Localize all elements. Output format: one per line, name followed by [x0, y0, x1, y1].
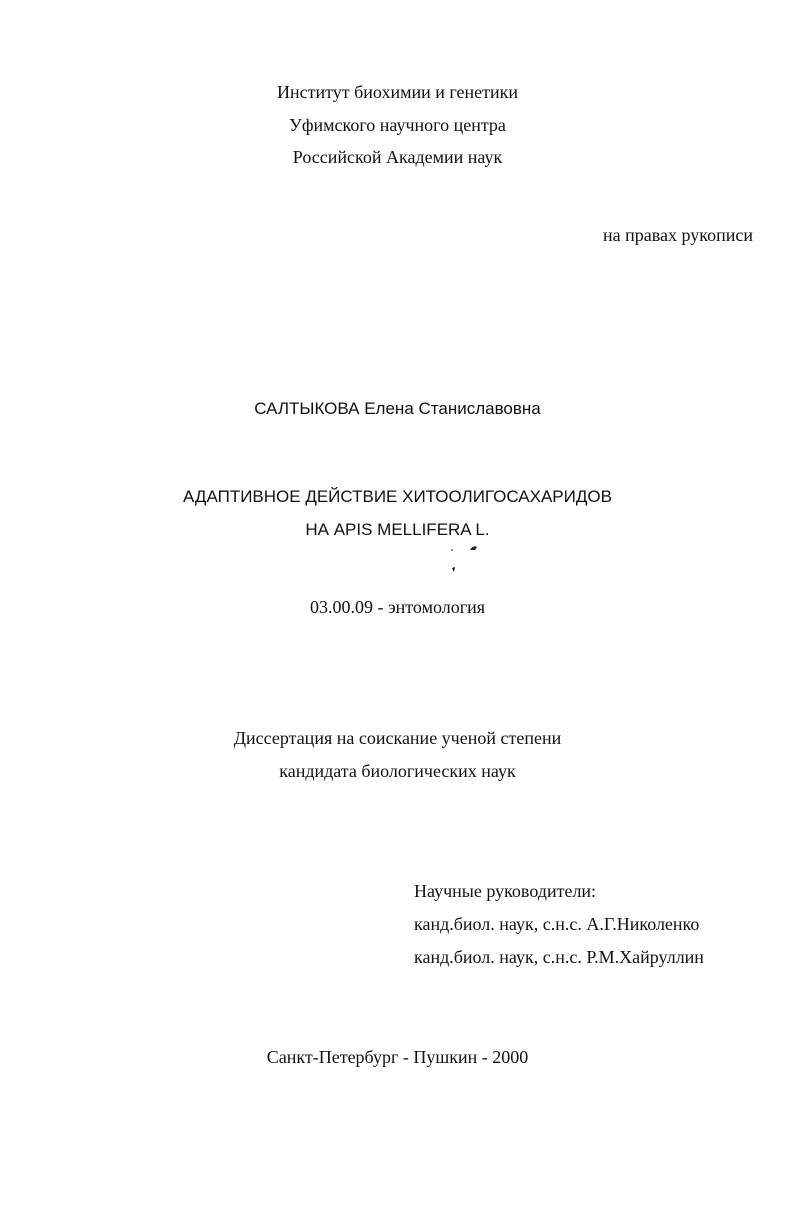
dissertation-line-2: кандидата биологических наук — [279, 761, 516, 781]
dissertation-line-1: Диссертация на соискание ученой степени — [233, 728, 562, 748]
thesis-title-line-2: НА APIS MELLIFERA L. — [305, 520, 490, 539]
scan-specks — [440, 540, 490, 580]
supervisors-heading: Научные руководители: — [414, 881, 597, 901]
place-and-year: Санкт-Петербург - Пушкин - 2000 — [266, 1047, 529, 1067]
manuscript-note: на правах рукописи — [603, 225, 753, 245]
institute-line-3: Российской Академии наук — [292, 147, 503, 167]
institute-line-2: Уфимского научного центра — [289, 115, 506, 135]
supervisor-2: канд.биол. наук, с.н.с. Р.М.Хайруллин — [414, 947, 704, 967]
institute-line-1: Институт биохимии и генетики — [276, 82, 518, 102]
specialty-code: 03.00.09 - энтомология — [309, 597, 486, 617]
thesis-title-line-1: АДАПТИВНОЕ ДЕЙСТВИЕ ХИТООЛИГОСАХАРИДОВ — [183, 487, 612, 506]
author-name: САЛТЫКОВА Елена Станиславовна — [254, 399, 541, 418]
supervisor-1: канд.биол. наук, с.н.с. А.Г.Николенко — [414, 914, 700, 934]
